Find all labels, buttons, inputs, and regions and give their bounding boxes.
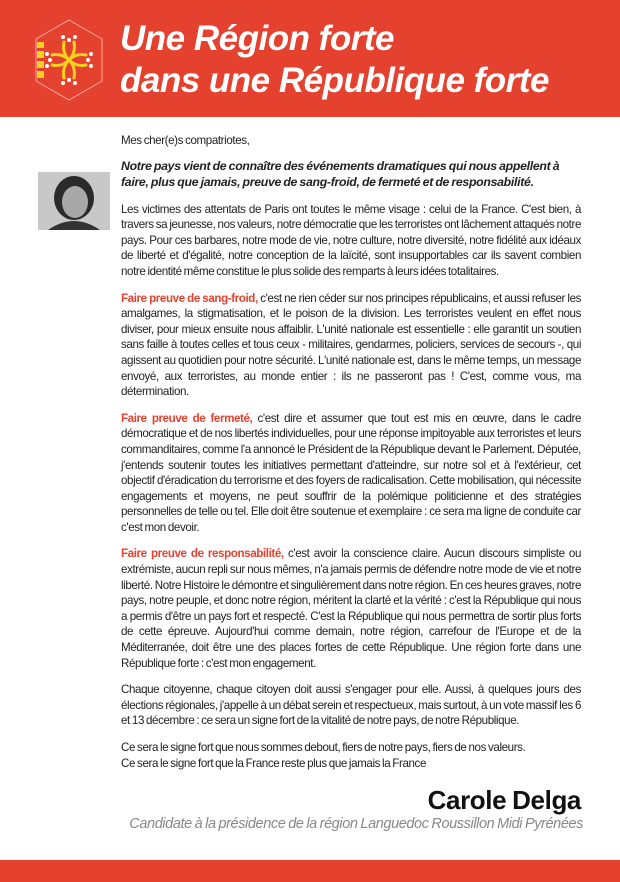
title-line-2: dans une République forte — [120, 61, 549, 100]
paragraph-responsabilite — [121, 546, 581, 671]
paragraph-victims: Les victimes des attentats de Paris ont toutes le même visage : celui de la France. C'est bien, à travers sa jeunesse, nos valeurs, notre démocratie que les terroristes ont lâchement attaqués notre pays. Pour ces barbares, notre mode de vie, notre culture, notre diversité, notre fidélité aux idéaux de liberté et d'égalité, notre conception de la laïcité, sont insupportables car ils savent combien notre identité même constitue le plus solide des remparts à leurs idées totalitaires. — [121, 202, 581, 278]
letter-area — [0, 117, 620, 860]
region-logo-icon — [34, 18, 104, 102]
paragraph-sang-froid — [121, 291, 581, 400]
signature-role: Candidate à la présidence de la région Languedoc Roussillon Midi Pyrénées — [129, 816, 583, 833]
title-line-1: Une Région forte — [120, 19, 394, 58]
portrait-icon — [38, 172, 110, 230]
text-responsabilite: c'est avoir la conscience claire. Aucun discours simpliste ou extrémiste, aucun repli sur nous mêmes, n'a jamais permis de défendre notre mode de vie et notre liberté. Notre Histoire le démontre et singulièrement dans notre région. En ces heures graves, notre pays, notre peuple, et donc notre région, méritent la clarté et la vérité : c'est la République qui nous a permis d'être un pays fort et respecté. C'est la République qui nous permettra de sortir plus forts de cette épreuve. Aujourd'hui comme demain, notre région, carrefour de l'Europe et de la Méditerranée, doit être une des places fortes de cette République. Une région forte dans une République forte : c'est mon engagement. — [121, 547, 581, 670]
heading-fermete: Faire preuve de fermeté, — [121, 411, 253, 425]
lead-paragraph: Notre pays vient de connaître des événements dramatiques qui nous appellent à faire, plus que jamais, preuve de sang-froid, de fermeté et de responsabilité. — [121, 158, 560, 190]
page-title — [120, 18, 549, 102]
paragraph-closing — [121, 740, 581, 771]
closing-line-2: Ce sera le signe fort que la France reste plus que jamais la France — [121, 756, 426, 770]
letter-body — [121, 133, 581, 833]
paragraph-fermete — [121, 411, 581, 536]
candidate-portrait — [38, 172, 110, 230]
header-banner — [0, 0, 620, 117]
greeting: Mes cher(e)s compatriotes, — [121, 134, 250, 147]
heading-sang-froid: Faire preuve de sang-froid, — [121, 291, 258, 305]
signature-name: Carole Delga — [427, 785, 581, 816]
text-sang-froid: c'est ne rien céder sur nos principes républicains, et aussi refuser les amalgames, la stigmatisation, et le poison de la division. Les terroristes veulent en effet nous diviser, pour mieux ensuite nous affaiblir. L'unité nationale est essentielle : elle garantit un soutien sans faille à toutes celles et tous ceux - militaires, gendarmes, policiers, services de secours -, qui agissent au quotidien pour notre sécurité. L'unité nationale est, dans le même temps, un message envoyé, aux terroristes, au monde entier : ils ne passeront pas ! C'est, comme vous, ma détermination. — [121, 291, 582, 399]
text-fermete: c'est dire et assumer que tout est mis en œuvre, dans le cadre démocratique et de nos libertés individuelles, pour une réponse impitoyable aux terroristes et leurs commanditaires, comme l'a annoncé le Président de la République devant le Parlement. Députée, j'entends soutenir toutes les initiatives permettant d'atteindre, sur notre sol et à l'extérieur, cet objectif d'éradication du terrorisme et des foyers de radicalisation. Cette mobilisation, qui nécessite engagements et moyens, ne peut souffrir de la polémique politicienne et des stratégies personnelles de telle ou tel. Elle doit être soutenue et exemplaire : ce sera ma ligne de conduite car c'est mon devoir. — [121, 411, 582, 534]
paragraph-elections: Chaque citoyenne, chaque citoyen doit aussi s'engager pour elle. Aussi, à quelques jours des élections régionales, j'appelle à un débat serein et respectueux, mais surtout, à un vote massif les 6 et 13 décembre : ce sera un signe fort de la vitalité de notre pays, de notre République. — [121, 683, 581, 728]
closing-line-1: Ce sera le signe fort que nous sommes debout, fiers de notre pays, fiers de nos valeurs. — [121, 741, 526, 754]
heading-responsabilite: Faire preuve de responsabilité, — [121, 547, 284, 561]
footer-banner — [0, 860, 620, 882]
